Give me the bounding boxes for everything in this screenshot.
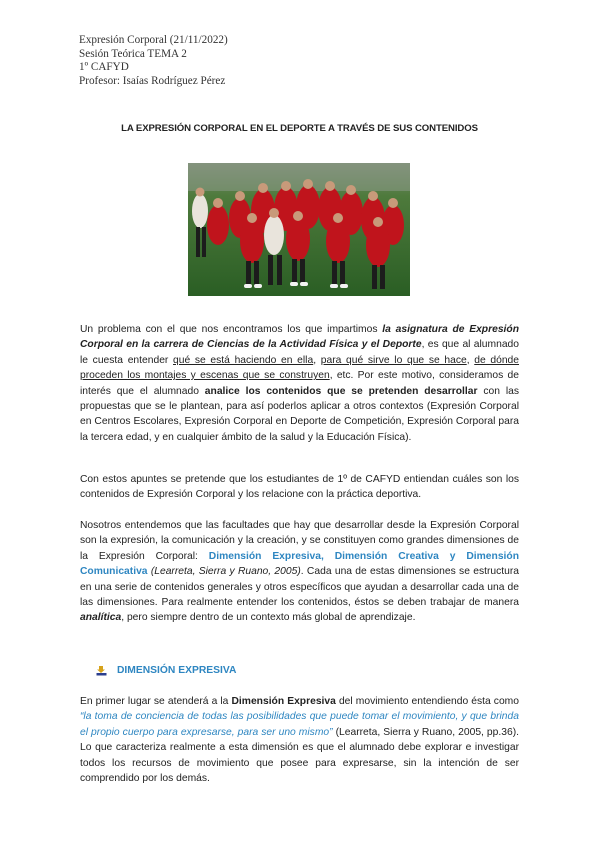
text-run-course-name: la asignatura de Expresión Corporal en la carrera de Ciencias de la Actividad Física y el Deporte bbox=[80, 324, 519, 351]
text-run-underlined: para qué sirve lo que se hace bbox=[320, 354, 467, 366]
bullet-arrow-icon bbox=[96, 665, 107, 676]
text-run: . Cada una de estas dimensiones se estructura en una serie de contenidos generales y otros específicos que ayudan a desarrollar cada una de las dimensiones. Para realmente entender los contenidos, éstos se deben trabajar de manera bbox=[80, 566, 519, 609]
text-run: Nosotros entendemos que las facultades que hay que desarrollar desde la Expresión Corporal son la expresión, la comunicación y la creación, y se constituyen como grandes dimensiones de la Expresión Corporal: bbox=[80, 520, 519, 562]
section-title: DIMENSIÓN EXPRESIVA bbox=[117, 665, 237, 676]
text-run: , bbox=[466, 354, 475, 366]
text-run-analitica: analítica bbox=[80, 612, 122, 624]
intro-paragraph bbox=[80, 322, 519, 445]
text-run: (Learreta, Sierra y Ruano, 2005, pp.36). Lo que caracteriza realmente a esta dimensión es que el alumnado debe explorar e investigar todos los recursos de movimiento que posee para expresarse, sin la intención de ser comprendido por los demás. bbox=[80, 726, 519, 785]
text-run-quote: “la toma de conciencia de todas las posibilidades que puede tomar el movimiento, y que brinda el propio cuerpo para expresarse, para ser uno mismo” bbox=[80, 711, 519, 738]
header-session: Sesión Teórica TEMA 2 bbox=[79, 47, 187, 60]
expresiva-paragraph bbox=[80, 694, 519, 786]
text-run: , bbox=[313, 354, 321, 366]
text-run: , pero siempre dentro de un contexto más global de aprendizaje. bbox=[121, 612, 416, 624]
team-photo bbox=[188, 163, 410, 296]
text-run: , es que al alumnado le cuesta entender bbox=[80, 339, 519, 366]
text-run: del movimiento entendiendo ésta como bbox=[335, 696, 519, 707]
text-run-bold: analice los contenidos que se pretenden desarrollar bbox=[204, 385, 478, 397]
document-header bbox=[79, 34, 228, 88]
header-group: 1º CAFYD bbox=[79, 61, 129, 74]
dimensions-paragraph bbox=[80, 518, 519, 626]
document-title: LA EXPRESIÓN CORPORAL EN EL DEPORTE A TRAVÉS DE SUS CONTENIDOS bbox=[121, 123, 478, 134]
section-heading-dimension-expresiva bbox=[96, 665, 236, 676]
header-course-date: Expresión Corporal (21/11/2022) bbox=[79, 34, 228, 46]
text-run-citation: (Learreta, Sierra y Ruano, 2005) bbox=[147, 566, 301, 578]
purpose-paragraph: Con estos apuntes se pretende que los estudiantes de 1º de CAFYD entiendan cuáles son los contenidos de Expresión Corporal y los relacione con la práctica deportiva. bbox=[80, 474, 519, 501]
text-run: En primer lugar se atenderá a la bbox=[80, 696, 232, 707]
text-run: Un problema con el que nos encontramos los que impartimos bbox=[80, 324, 383, 335]
header-professor: Profesor: Isaías Rodríguez Pérez bbox=[79, 74, 226, 87]
text-run-underlined: de dónde proceden los montajes y escenas que se construyen bbox=[80, 354, 520, 382]
text-run-bold: Dimensión Expresiva bbox=[231, 696, 336, 707]
text-run-dimensions: Dimensión Expresiva, Dimensión Creativa y Dimensión Comunicativa bbox=[80, 550, 519, 578]
text-run: con las propuestas que se le plantean, para así poderlos aplicar a otros contextos (Expresión Corporal en Centros Escolares, Expresión Corporal en Deporte de Competición, Expresión Corporal para la tercera edad, y en cualquier ámbito de la salud y la Educación Física). bbox=[80, 385, 519, 443]
text-run: , etc. Por este motivo, consideramos de interés que el alumnado bbox=[80, 370, 519, 397]
text-run-underlined: qué se está haciendo en ella bbox=[173, 354, 314, 366]
